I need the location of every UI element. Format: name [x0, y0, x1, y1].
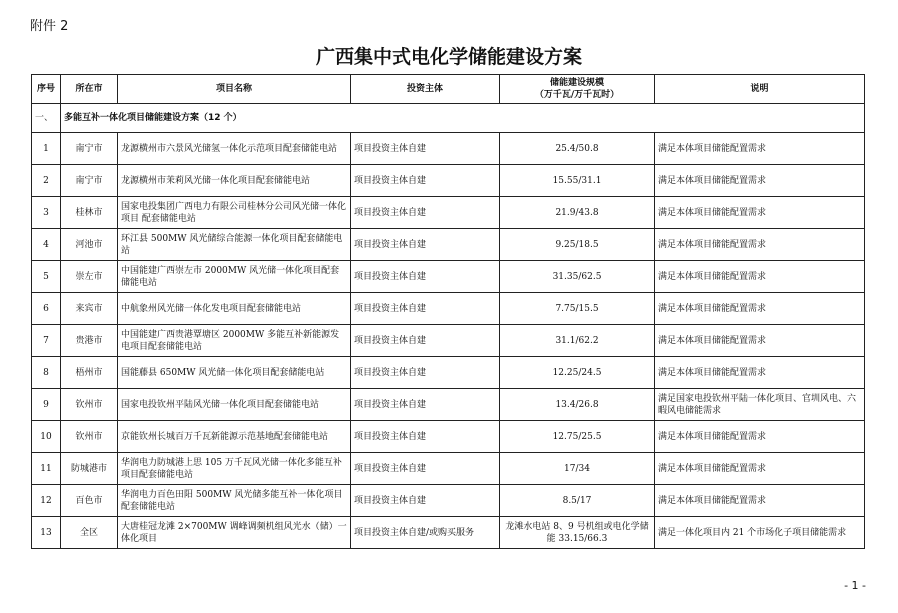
cell-index: 2 [32, 165, 61, 197]
cell-city: 钦州市 [61, 421, 118, 453]
energy-storage-table [31, 74, 865, 549]
cell-note: 满足本体项目储能配置需求 [655, 261, 865, 293]
cell-project: 华润电力百色田阳 500MW 风光储多能互补一体化项目配套储能电站 [118, 485, 351, 517]
cell-investor: 项目投资主体自建 [351, 133, 500, 165]
cell-city: 百色市 [61, 485, 118, 517]
table-row [32, 389, 865, 421]
page-title: 广西集中式电化学储能建设方案 [315, 46, 582, 68]
cell-project: 国家电投集团广西电力有限公司桂林分公司风光储一体化项目 配套储能电站 [118, 197, 351, 229]
cell-scale: 21.9/43.8 [500, 197, 655, 229]
section-row [32, 104, 865, 133]
cell-city: 来宾市 [61, 293, 118, 325]
cell-note: 满足国家电投钦州平陆一体化项目、官圳风电、六暇风电储能需求 [655, 389, 865, 421]
table-row [32, 293, 865, 325]
page-number: - 1 - [844, 579, 866, 592]
cell-note: 满足本体项目储能配置需求 [655, 293, 865, 325]
cell-index: 8 [32, 357, 61, 389]
cell-scale: 12.75/25.5 [500, 421, 655, 453]
cell-city: 防城港市 [61, 453, 118, 485]
cell-investor: 项目投资主体自建 [351, 197, 500, 229]
cell-note: 满足本体项目储能配置需求 [655, 133, 865, 165]
table-row [32, 357, 865, 389]
cell-note: 满足本体项目储能配置需求 [655, 453, 865, 485]
cell-investor: 项目投资主体自建 [351, 229, 500, 261]
cell-scale: 15.55/31.1 [500, 165, 655, 197]
cell-scale: 31.1/62.2 [500, 325, 655, 357]
cell-project: 中国能建广西贵港覃塘区 2000MW 多能互补新能源发电项目配套储能电站 [118, 325, 351, 357]
cell-scale: 13.4/26.8 [500, 389, 655, 421]
cell-investor: 项目投资主体自建 [351, 261, 500, 293]
cell-project: 龙源横州市六景风光储氢一体化示范项目配套储能电站 [118, 133, 351, 165]
cell-note: 满足本体项目储能配置需求 [655, 197, 865, 229]
cell-city: 河池市 [61, 229, 118, 261]
table-row [32, 421, 865, 453]
cell-note: 满足本体项目储能配置需求 [655, 421, 865, 453]
table-row [32, 517, 865, 549]
cell-city: 贵港市 [61, 325, 118, 357]
table-row [32, 325, 865, 357]
header-project: 项目名称 [118, 75, 351, 104]
cell-index: 6 [32, 293, 61, 325]
cell-scale: 7.75/15.5 [500, 293, 655, 325]
header-scale [500, 75, 655, 104]
cell-index: 1 [32, 133, 61, 165]
table-row [32, 197, 865, 229]
cell-index: 9 [32, 389, 61, 421]
cell-project: 大唐桂冠龙滩 2×700MW 调峰调频机组风光水（储）一体化项目 [118, 517, 351, 549]
cell-index: 11 [32, 453, 61, 485]
cell-investor: 项目投资主体自建 [351, 357, 500, 389]
header-note: 说明 [655, 75, 865, 104]
cell-city: 钦州市 [61, 389, 118, 421]
cell-index: 3 [32, 197, 61, 229]
cell-scale: 25.4/50.8 [500, 133, 655, 165]
cell-city: 梧州市 [61, 357, 118, 389]
cell-index: 12 [32, 485, 61, 517]
header-scale-line1: 储能建设规模 [549, 78, 604, 88]
cell-investor: 项目投资主体自建 [351, 165, 500, 197]
cell-scale: 9.25/18.5 [500, 229, 655, 261]
cell-index: 5 [32, 261, 61, 293]
cell-project: 中航象州风光储一体化发电项目配套储能电站 [118, 293, 351, 325]
cell-index: 10 [32, 421, 61, 453]
table-row [32, 229, 865, 261]
cell-investor: 项目投资主体自建 [351, 421, 500, 453]
table-row [32, 261, 865, 293]
header-index: 序号 [32, 75, 61, 104]
section-number: 一、 [32, 104, 61, 133]
cell-city: 南宁市 [61, 133, 118, 165]
cell-scale: 12.25/24.5 [500, 357, 655, 389]
cell-city: 崇左市 [61, 261, 118, 293]
cell-city: 全区 [61, 517, 118, 549]
table-row [32, 485, 865, 517]
cell-note: 满足一体化项目内 21 个市场化子项目储能需求 [655, 517, 865, 549]
cell-project: 京能钦州长城百万千瓦新能源示范基地配套储能电站 [118, 421, 351, 453]
cell-scale: 31.35/62.5 [500, 261, 655, 293]
cell-city: 南宁市 [61, 165, 118, 197]
cell-project: 国能藤县 650MW 风光储一体化项目配套储能电站 [118, 357, 351, 389]
section-title: 多能互补一体化项目储能建设方案（12 个） [61, 104, 865, 133]
table-row [32, 165, 865, 197]
cell-scale: 17/34 [500, 453, 655, 485]
table-header-row [32, 75, 865, 104]
cell-investor: 项目投资主体自建 [351, 293, 500, 325]
header-investor: 投资主体 [351, 75, 500, 104]
cell-scale: 龙滩水电站 8、9 号机组或电化学储能 33.15/66.3 [500, 517, 655, 549]
header-city: 所在市 [61, 75, 118, 104]
cell-note: 满足本体项目储能配置需求 [655, 357, 865, 389]
cell-project: 华润电力防城港上思 105 万千瓦风光储一体化多能互补项目配套储能电站 [118, 453, 351, 485]
cell-note: 满足本体项目储能配置需求 [655, 229, 865, 261]
cell-investor: 项目投资主体自建 [351, 325, 500, 357]
attachment-label: 附件 2 [30, 19, 69, 34]
table-row [32, 453, 865, 485]
cell-index: 7 [32, 325, 61, 357]
cell-project: 环江县 500MW 风光储综合能源一体化项目配套储能电站 [118, 229, 351, 261]
cell-investor: 项目投资主体自建/或购买服务 [351, 517, 500, 549]
cell-project: 龙源横州市茉莉风光储一体化项目配套储能电站 [118, 165, 351, 197]
header-scale-line2: （万千瓦/万千瓦时） [534, 90, 620, 100]
table-row [32, 133, 865, 165]
cell-investor: 项目投资主体自建 [351, 389, 500, 421]
cell-investor: 项目投资主体自建 [351, 485, 500, 517]
cell-index: 13 [32, 517, 61, 549]
cell-note: 满足本体项目储能配置需求 [655, 485, 865, 517]
cell-note: 满足本体项目储能配置需求 [655, 165, 865, 197]
cell-city: 桂林市 [61, 197, 118, 229]
cell-note: 满足本体项目储能配置需求 [655, 325, 865, 357]
cell-index: 4 [32, 229, 61, 261]
cell-project: 国家电投钦州平陆风光储一体化项目配套储能电站 [118, 389, 351, 421]
cell-project: 中国能建广西崇左市 2000MW 风光储一体化项目配套储能电站 [118, 261, 351, 293]
cell-scale: 8.5/17 [500, 485, 655, 517]
cell-investor: 项目投资主体自建 [351, 453, 500, 485]
